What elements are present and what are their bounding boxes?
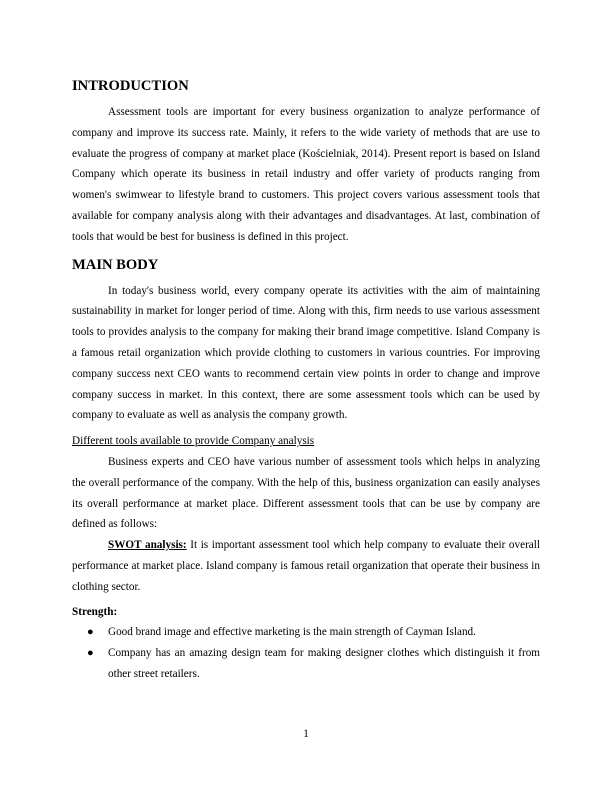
swot-label: SWOT analysis: bbox=[108, 539, 187, 552]
strength-list bbox=[72, 622, 540, 684]
introduction-heading: INTRODUCTION bbox=[72, 78, 189, 94]
list-item bbox=[72, 643, 540, 685]
document-page bbox=[72, 76, 540, 685]
strength-heading: Strength: bbox=[72, 605, 118, 618]
tools-subheading: Different tools available to provide Company analysis bbox=[72, 435, 315, 448]
list-item bbox=[72, 622, 540, 643]
introduction-paragraph: Assessment tools are important for every business organization to analyze performance of company and improve its success rate. Mainly, it refers to the wide variety of methods that are use to evaluate the progress of company at market place (Kościelniak, 2014). Present report is based on Island Company which operate its business in retail industry and offer variety of products ranging from women's swimwear to lifestyle brand to customers. This project covers various assessment tools that available for company analysis along with their advantages and disadvantages. At last, combination of tools that would be best for business is defined in this project. bbox=[72, 106, 540, 243]
bullet-icon: ● bbox=[87, 626, 94, 639]
bullet-icon: ● bbox=[87, 647, 94, 660]
tools-paragraph: Business experts and CEO have various number of assessment tools which helps in analyzing the overall performance of the company. With the help of this, business organization can easily analyses its overall performance at market place. Different assessment tools that can be use by company are defined as follows: bbox=[72, 455, 540, 531]
swot-paragraph bbox=[72, 535, 540, 597]
main-body-paragraph: In today's business world, every company operate its activities with the aim of maintaining sustainability in market for longer period of time. Along with this, firm needs to use various assessment tools to provides analysis to the company for making their brand image competitive. Island Company is a famous retail organization which provide clothing to customers in various countries. For improving company success next CEO wants to recommend certain view points in order to change and improve company success in market. In this context, there are some assessment tools which can be used by company to evaluate as well as analysis the company growth. bbox=[72, 284, 540, 422]
list-item-text: Company has an amazing design team for making designer clothes which distinguish it from other street retailers. bbox=[108, 647, 540, 680]
swot-text: It is important assessment tool which help company to evaluate their overall performance at market place. Island company is famous retail organization that operate their business in clothing sector. bbox=[72, 539, 540, 593]
main-body-heading: MAIN BODY bbox=[72, 256, 159, 273]
page-number: 1 bbox=[303, 728, 309, 740]
list-item-text: Good brand image and effective marketing is the main strength of Cayman Island. bbox=[108, 626, 476, 639]
